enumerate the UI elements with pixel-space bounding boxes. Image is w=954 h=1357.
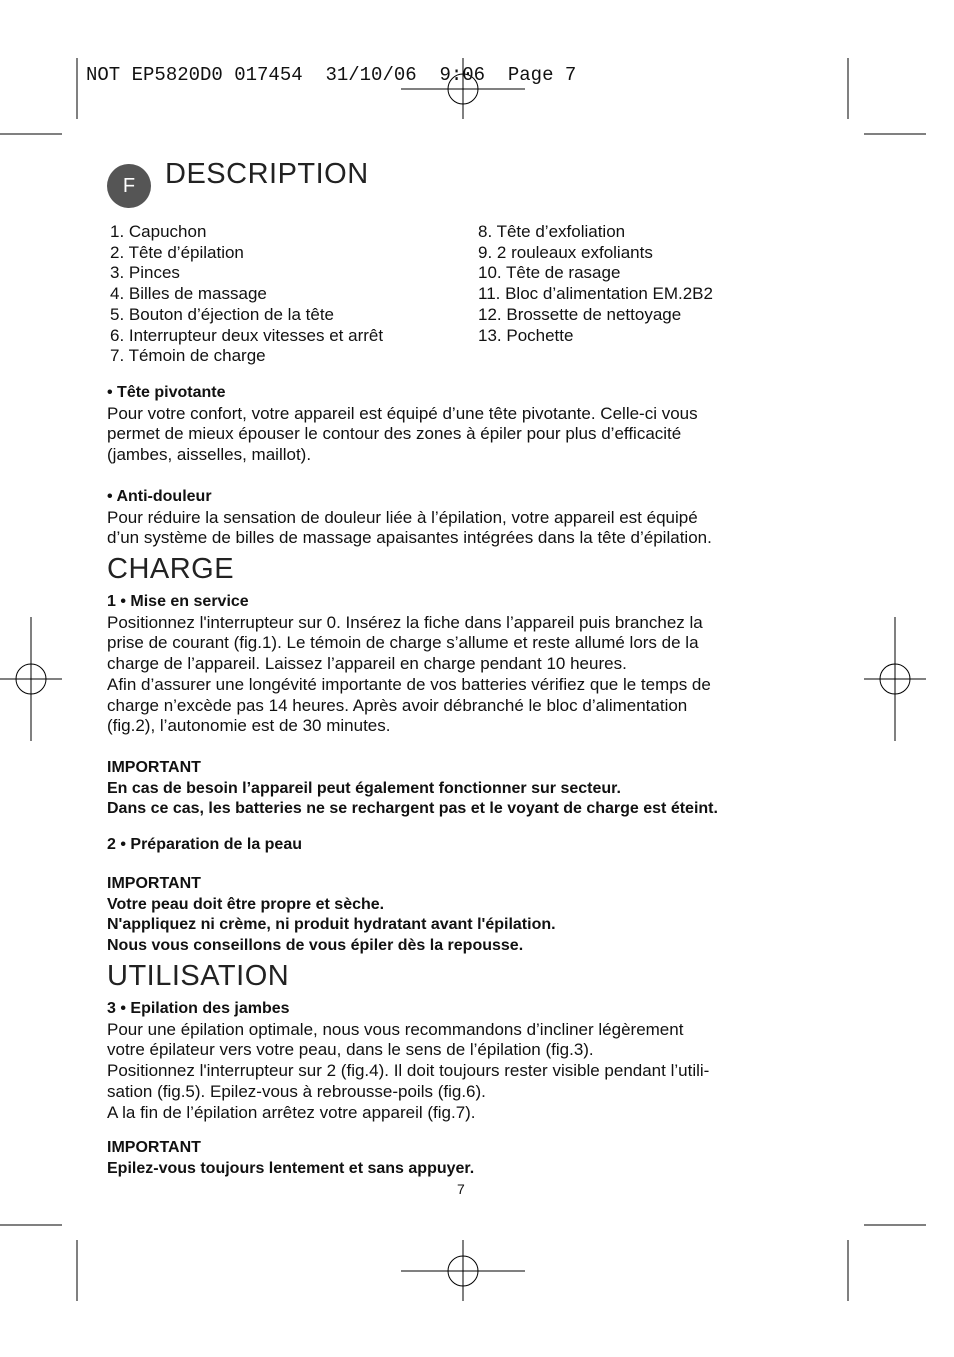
- print-slug: NOT EP5820D0 017454 31/10/06 9:06 Page 7: [86, 64, 577, 86]
- text-line: Afin d’assurer une longévité importante de vos batteries vérifiez que le temps de: [107, 674, 711, 694]
- important-2-text: [107, 895, 827, 957]
- parts-list-item: 5. Bouton d’éjection de la tête: [110, 304, 334, 324]
- text-line: Epilez-vous toujours lentement et sans appuyer.: [107, 1159, 475, 1177]
- pivot-heading: • Tête pivotante: [107, 384, 226, 401]
- important-2-heading: IMPORTANT: [107, 875, 201, 892]
- pivot-section: [107, 383, 827, 466]
- text-line: prise de courant (fig.1). Le témoin de charge s’allume et reste allumé lors de la: [107, 633, 699, 653]
- text-line: charge n’excède pas 14 heures. Après avoir débranché le bloc d’alimentation: [107, 695, 688, 715]
- epilation-text: [107, 1020, 827, 1124]
- epilation-heading: 3 • Epilation des jambes: [107, 1000, 290, 1017]
- important-3-heading: IMPORTANT: [107, 1139, 201, 1156]
- description-title: DESCRIPTION: [165, 158, 369, 190]
- text-line: sation (fig.5). Epilez-vous à rebrousse-poils (fig.6).: [107, 1081, 486, 1101]
- text-line: Positionnez l'interrupteur sur 2 (fig.4). Il doit toujours rester visible pendant l’utili-: [107, 1061, 710, 1081]
- text-line: Nous vous conseillons de vous épiler dès la repousse.: [107, 937, 524, 955]
- text-line: votre épilateur vers votre peau, dans le sens de l’épilation (fig.3).: [107, 1040, 594, 1060]
- pivot-text: [107, 404, 827, 466]
- parts-list-item: 3. Pinces: [110, 263, 180, 283]
- parts-list-item: 12. Brossette de nettoyage: [478, 304, 682, 324]
- important-1-section: [107, 758, 827, 820]
- important-3-section: [107, 1138, 827, 1179]
- preparation-heading: 2 • Préparation de la peau: [107, 836, 302, 853]
- mise-en-service-section: [107, 592, 827, 737]
- text-line: charge de l’appareil. Laissez l’appareil en charge pendant 10 heures.: [107, 654, 627, 674]
- parts-list-item: 6. Interrupteur deux vitesses et arrêt: [110, 325, 384, 345]
- text-line: Votre peau doit être propre et sèche.: [107, 895, 385, 913]
- text-line: Pour réduire la sensation de douleur liée à l’épilation, votre appareil est équipé: [107, 507, 698, 527]
- page-number: 7: [457, 1181, 465, 1197]
- parts-list-item: 9. 2 rouleaux exfoliants: [478, 242, 653, 262]
- parts-list-item: 2. Tête d’épilation: [110, 242, 244, 262]
- text-line: N'appliquez ni crème, ni produit hydratant avant l'épilation.: [107, 916, 556, 934]
- text-line: Pour une épilation optimale, nous vous recommandons d’incliner légèrement: [107, 1019, 684, 1039]
- pain-text: [107, 508, 827, 549]
- parts-list-left: [110, 222, 383, 367]
- text-line: Positionnez l'interrupteur sur 0. Insérez la fiche dans l’appareil puis branchez la: [107, 612, 703, 632]
- epilation-section: [107, 999, 827, 1123]
- utilisation-title: UTILISATION: [107, 960, 290, 992]
- text-line: Dans ce cas, les batteries ne se rechargent pas et le voyant de charge est éteint.: [107, 800, 718, 818]
- preparation-section: [107, 835, 827, 856]
- important-3-text: [107, 1159, 827, 1180]
- charge-title: CHARGE: [107, 553, 235, 585]
- mise-en-service-text: [107, 613, 827, 737]
- important-1-heading: IMPORTANT: [107, 759, 201, 776]
- parts-list-item: 8. Tête d’exfoliation: [478, 222, 626, 241]
- text-line: d’un système de billes de massage apaisantes intégrées dans la tête d’épilation.: [107, 528, 712, 548]
- text-line: A la fin de l’épilation arrêtez votre appareil (fig.7).: [107, 1102, 476, 1122]
- pain-heading: • Anti-douleur: [107, 488, 212, 505]
- parts-list-item: 13. Pochette: [478, 325, 574, 345]
- parts-list-item: 11. Bloc d’alimentation EM.2B2: [478, 284, 713, 304]
- text-line: permet de mieux épouser le contour des zones à épiler pour plus d’efficacité: [107, 424, 682, 444]
- text-line: (jambes, aisselles, maillot).: [107, 445, 312, 465]
- text-line: Pour votre confort, votre appareil est équipé d’une tête pivotante. Celle-ci vous: [107, 403, 698, 423]
- language-badge: F: [107, 164, 151, 208]
- parts-list-item: 1. Capuchon: [110, 222, 207, 241]
- mise-en-service-heading: 1 • Mise en service: [107, 593, 249, 610]
- parts-list-right: [478, 222, 713, 346]
- pain-section: [107, 487, 827, 549]
- parts-list-item: 10. Tête de rasage: [478, 263, 621, 283]
- important-2-section: [107, 874, 827, 957]
- parts-list-item: 7. Témoin de charge: [110, 346, 266, 366]
- text-line: (fig.2), l’autonomie est de 30 minutes.: [107, 716, 391, 736]
- text-line: En cas de besoin l’appareil peut également fonctionner sur secteur.: [107, 779, 621, 797]
- parts-list-item: 4. Billes de massage: [110, 284, 267, 304]
- important-1-text: [107, 779, 827, 820]
